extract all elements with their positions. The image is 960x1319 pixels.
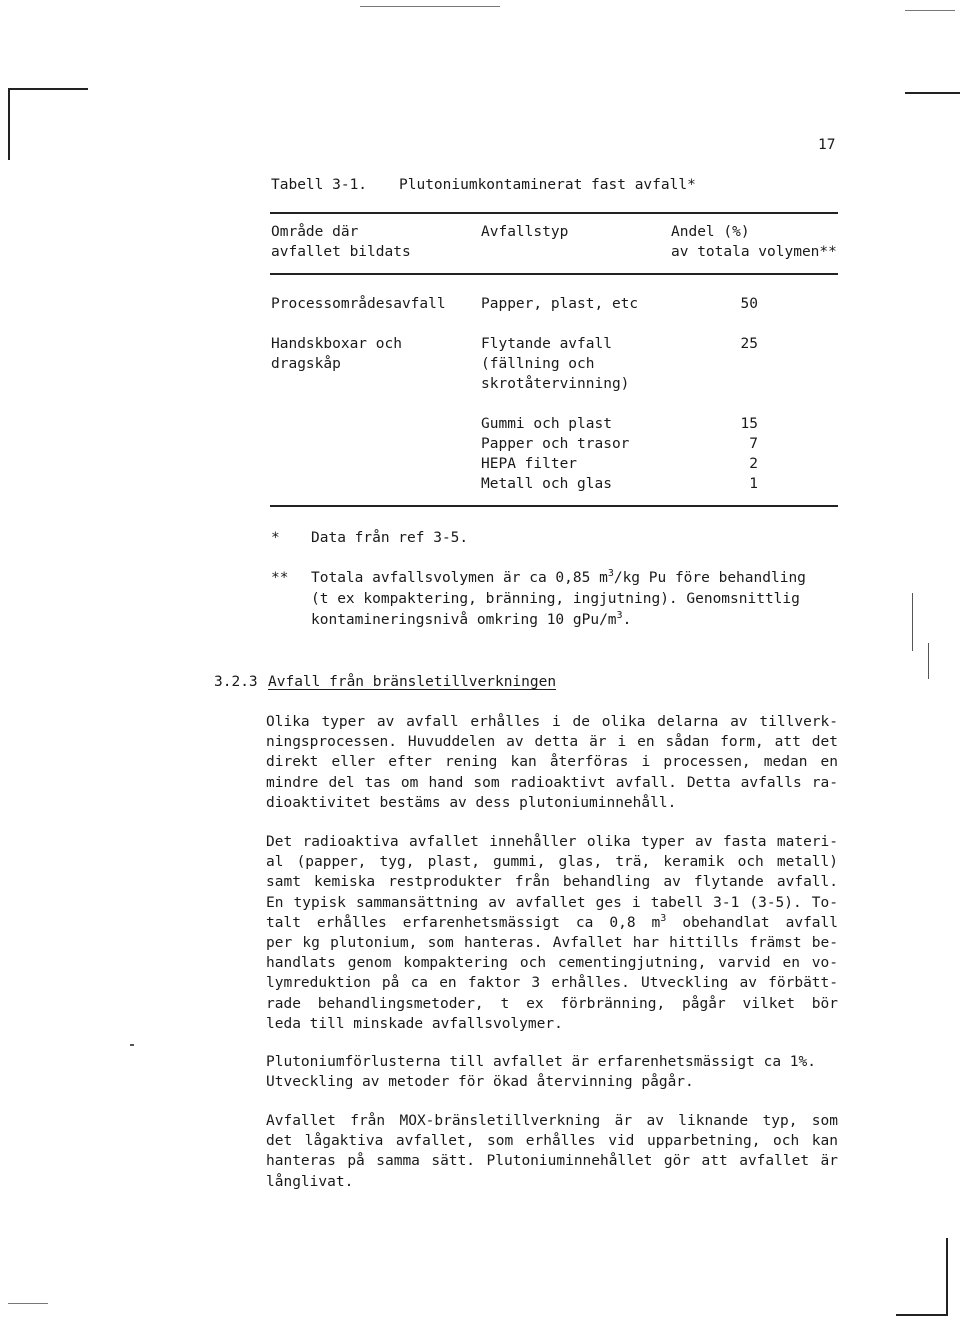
paragraph-line: Plutoniumförlusterna till avfallet är erfarenhetsmässigt ca 1%. (266, 1054, 816, 1070)
scan-line-top-center (360, 6, 500, 7)
header-share-line1: Andel (%) (671, 224, 750, 240)
table-caption-title: Plutoniumkontaminerat fast avfall* (399, 177, 696, 193)
paragraph-line: Utveckling av metoder för ökad återvinning pågår. (266, 1074, 694, 1091)
header-share-line2: av totala volymen** (671, 244, 837, 260)
footnote-double-line2: (t ex kompaktering, bränning, ingjutning). Genomsnittlig (311, 591, 800, 607)
crop-mark-bottom-right-vertical (946, 1238, 948, 1316)
section-title: Avfall från bränsletillverkningen (268, 674, 557, 690)
table-cell-area: Processområdesavfall (271, 296, 446, 312)
paragraph-3 (266, 1052, 838, 1092)
table-cell-type: Papper och trasor (481, 436, 630, 452)
paragraph-line: ningsprocessen. Huvuddelen av detta är i en sådan form, att det (266, 734, 838, 751)
footnote-double-marker: ** (271, 570, 289, 586)
paragraph-line: talt erhålles erfarenhetsmässigt ca 0,8 $m^3$ obehandlat avfall (266, 912, 838, 931)
paragraph-line: handlats genom kompaktering och cementingjutning, varvid en vo- (266, 955, 838, 972)
footnote-single-marker: * (271, 530, 280, 546)
crop-mark-bottom-right-horizontal (896, 1314, 948, 1316)
table-cell-share: 25 (740, 336, 758, 352)
footnote-double-line3: kontamineringsnivå omkring 10 gPu/$m^3$. (311, 610, 632, 628)
paragraph-4 (266, 1111, 838, 1192)
table-top-rule (270, 212, 838, 214)
table-cell-type: Metall och glas (481, 476, 612, 492)
table-bottom-rule (270, 505, 838, 507)
table-cell-area: Handskboxar och (271, 336, 402, 352)
crop-mark-top-left-horizontal (8, 88, 88, 90)
paragraph-line: direkt eller efter rening kan återföras i processen, medan en (266, 754, 838, 771)
table-cell-type: Papper, plast, etc (481, 296, 639, 312)
scan-mark-right-bracket-2 (928, 643, 929, 679)
table-cell-share: 1 (749, 476, 758, 492)
paragraph-line: Olika typer av avfall erhålles i de olika delarna av tillverk- (266, 714, 838, 730)
paragraph-line: långlivat. (266, 1173, 354, 1190)
paragraph-line: rade behandlingsmetoder, t ex förbränning, pågår vilket bör (266, 995, 838, 1012)
header-area-line2: avfallet bildats (271, 244, 411, 260)
paragraph-line: per kg plutonium, som hanteras. Avfallet har hittills främst be- (266, 935, 838, 952)
scan-line-bottom-left (8, 1303, 48, 1304)
footnote-double-line1: Totala avfallsvolymen är ca 0,85 $m^3/kg$ Pu före behandling (311, 568, 806, 586)
footnote-single-text: Data från ref 3-5. (311, 530, 469, 546)
table-cell-share: 50 (740, 296, 758, 312)
table-cell-type: Gummi och plast (481, 416, 612, 432)
table-cell-area: dragskåp (271, 356, 341, 372)
paragraph-line: En typisk sammansättning av avfallet ges i tabell 3-1 (3-5). To- (266, 894, 838, 911)
table-caption-number: Tabell 3-1. (271, 177, 368, 193)
page-number: 17 (818, 137, 836, 153)
paragraph-line: Det radioaktiva avfallet innehåller olika typer av fasta materi- (266, 834, 838, 850)
paragraph-line: dioaktivitet bestäms av dess plutoniuminnehåll. (266, 794, 677, 811)
section-number: 3.2.3 (214, 674, 258, 690)
superscript: 3 (660, 912, 667, 924)
superscript: 3 (607, 568, 614, 580)
paragraph-2 (266, 832, 838, 1034)
header-type: Avfallstyp (481, 224, 569, 240)
scan-mark-right-bracket (912, 593, 913, 651)
paragraph-line: hanteras på samma sätt. Plutoniuminnehållet gör att avfallet är (266, 1153, 838, 1170)
table-cell-type: Flytande avfall (481, 336, 612, 352)
table-cell-share: 15 (740, 416, 758, 432)
table-cell-share: 2 (749, 456, 758, 472)
paragraph-line: det lågaktiva avfallet, som erhålles vid upparbetning, och kan (266, 1133, 838, 1150)
paragraph-line: lymreduktion på ca en faktor 3 erhålles. Utveckling av förbätt- (266, 975, 838, 992)
scan-line-top-right (905, 10, 955, 11)
paragraph-line: al (papper, tyg, plast, gummi, glas, trä, keramik och metall) (266, 854, 838, 871)
table-cell-type: HEPA filter (481, 456, 578, 472)
scan-dot-left (130, 1044, 134, 1046)
superscript: 3 (616, 610, 623, 622)
scan-line-right-top (905, 92, 960, 94)
table-cell-type: (fällning och (481, 356, 595, 372)
paragraph-1 (266, 712, 838, 813)
paragraph-line: leda till minskade avfallsvolymer. (266, 1015, 563, 1032)
paragraph-line: samt kemiska restprodukter från behandling av flytande avfall. (266, 874, 838, 891)
header-area-line1: Område där (271, 224, 359, 240)
table-cell-share: 7 (749, 436, 758, 452)
table-cell-type: skrotåtervinning) (481, 376, 630, 392)
crop-mark-top-left-vertical (8, 88, 10, 160)
paragraph-line: mindre del tas om hand som radioaktivt avfall. Detta avfalls ra- (266, 774, 838, 791)
table-header-rule (270, 273, 838, 275)
paragraph-line: Avfallet från MOX-bränsletillverkning är av liknande typ, som (266, 1113, 838, 1129)
